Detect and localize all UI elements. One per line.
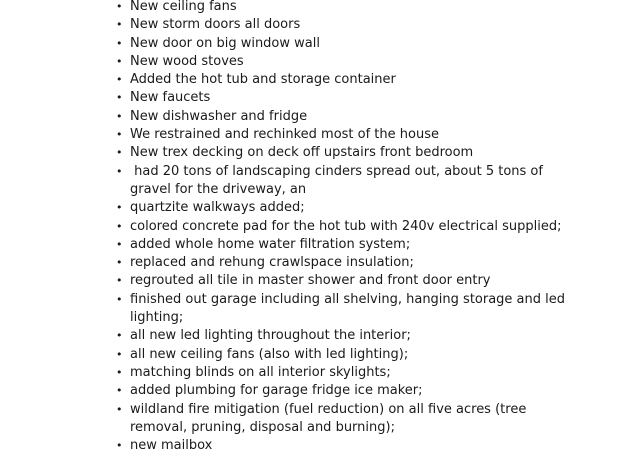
bullet-icon: • — [116, 128, 123, 142]
list-item — [0, 89, 570, 107]
bullet-icon: • — [116, 365, 123, 379]
list-item-text: had 20 tons of landscaping cinders spread out, about 5 tons of gravel for the driveway, an — [130, 163, 548, 197]
list-item-text: matching blinds on all interior skylights; — [130, 364, 391, 380]
bullet-icon: • — [116, 109, 123, 123]
list-item — [0, 53, 570, 71]
bullet-icon: • — [116, 384, 123, 398]
list-item-text: New storm doors all doors — [130, 17, 301, 33]
bullet-icon: • — [116, 402, 123, 416]
list-item — [0, 401, 570, 438]
list-item-text: all new led lighting throughout the interior; — [130, 328, 411, 344]
bullet-icon: • — [116, 18, 123, 32]
bullet-icon: • — [116, 73, 123, 87]
list-item-text: all new ceiling fans (also with led lighting); — [130, 346, 409, 362]
list-item — [0, 382, 570, 400]
list-item — [0, 236, 570, 254]
list-item — [0, 291, 570, 328]
list-item-text: New dishwasher and fridge — [130, 108, 308, 124]
bullet-icon: • — [116, 36, 123, 50]
bullet-icon: • — [116, 439, 123, 453]
list-item-text: finished out garage including all shelving, hanging storage and led lighting; — [130, 291, 570, 326]
bullet-icon: • — [116, 274, 123, 288]
list-item-text: quartzite walkways added; — [130, 200, 305, 216]
bullet-icon: • — [116, 329, 123, 343]
bullet-icon: • — [116, 54, 123, 68]
list-item — [0, 71, 570, 89]
list-item-text: New trex decking on deck off upstairs front bedroom — [130, 145, 474, 161]
list-item — [0, 218, 570, 236]
list-item — [0, 16, 570, 34]
list-item-text: wildland fire mitigation (fuel reduction) on all five acres (tree removal, pruning, disposal and burning); — [130, 401, 531, 435]
bullet-icon: • — [116, 347, 123, 361]
list-item-text: Added the hot tub and storage container — [130, 72, 396, 88]
list-item — [0, 108, 570, 126]
list-item — [0, 346, 570, 364]
list-item-text: We restrained and rechinked most of the house — [130, 127, 439, 143]
list-item — [0, 126, 570, 144]
list-item — [0, 327, 570, 345]
list-item-text: New wood stoves — [130, 53, 244, 69]
list-item-text: added plumbing for garage fridge ice maker; — [130, 383, 423, 399]
bullet-icon: • — [116, 201, 123, 215]
list-item-text: New door on big window wall — [130, 35, 320, 51]
list-item-text: colored concrete pad for the hot tub with 240v electrical supplied; — [130, 218, 562, 234]
list-item — [0, 254, 570, 272]
bullet-icon: • — [116, 292, 123, 306]
list-item — [0, 437, 570, 455]
list-item — [0, 364, 570, 382]
list-item — [0, 163, 570, 200]
list-item-text: added whole home water filtration system; — [130, 236, 411, 252]
list-item-text: regrouted all tile in master shower and front door entry — [130, 273, 491, 289]
list-item — [0, 0, 570, 16]
list-item — [0, 35, 570, 53]
list-item-text: replaced and rehung crawlspace insulation; — [130, 255, 414, 271]
bullet-icon: • — [116, 0, 123, 13]
bullet-icon: • — [116, 146, 123, 160]
list-item-text: new mailbox — [130, 438, 213, 454]
list-item — [0, 199, 570, 217]
list-item-text: New ceiling fans — [130, 0, 237, 14]
bullet-icon: • — [116, 164, 123, 178]
list-item — [0, 144, 570, 162]
bullet-icon: • — [116, 219, 123, 233]
list-item-text: New faucets — [130, 90, 211, 106]
list-item — [0, 272, 570, 290]
bullet-icon: • — [116, 256, 123, 270]
bullet-icon: • — [116, 91, 123, 105]
bullet-icon: • — [116, 237, 123, 251]
